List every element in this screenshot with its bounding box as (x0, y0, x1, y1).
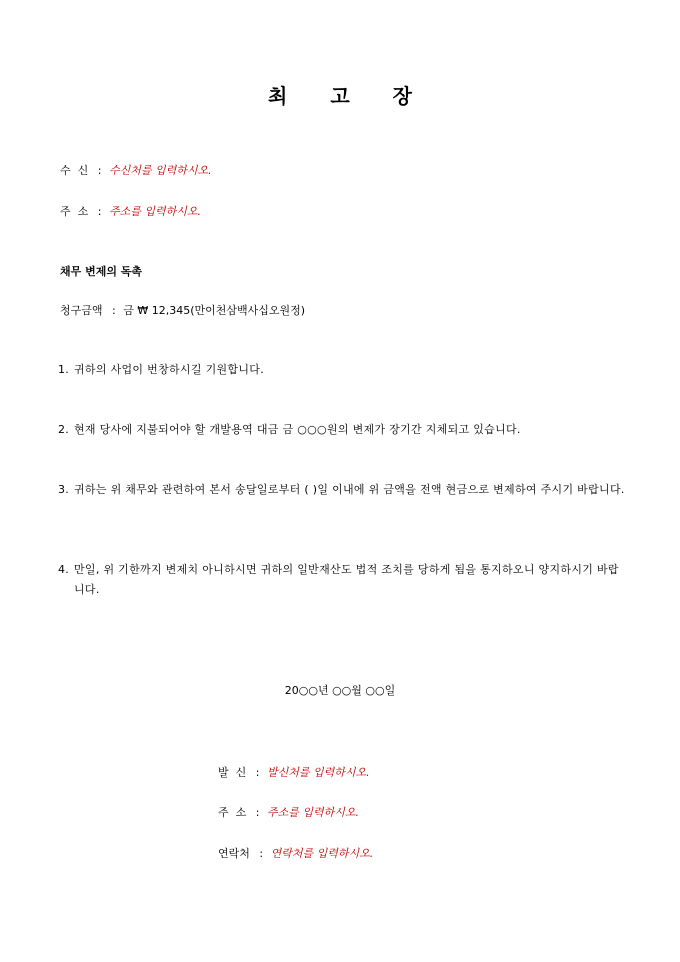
recipient-name-label: 수 신 (60, 164, 89, 177)
recipient-name-row (60, 162, 212, 178)
paragraph-text: 귀하의 사업이 번창하시길 기원합니다. (74, 363, 265, 376)
paragraph-number: 1. (58, 363, 70, 376)
claim-amount-row (60, 302, 305, 318)
sender-contact-value[interactable]: 연락처를 입력하시오. (270, 847, 374, 860)
recipient-name-value[interactable]: 수신처를 입력하시오. (108, 164, 212, 177)
sender-contact-colon: : (259, 847, 264, 860)
paragraph-1 (58, 360, 628, 380)
recipient-address-row (60, 203, 201, 219)
paragraph-text: 귀하는 위 채무와 관련하여 본서 송달일로부터 ( )일 이내에 위 금액을 전액 현금으로 변제하여 주시기 바랍니다. (74, 483, 625, 496)
sender-name-row (218, 764, 370, 780)
sender-address-colon: : (255, 806, 260, 819)
claim-amount-colon: : (112, 304, 116, 317)
section-title: 채무 변제의 독촉 (60, 265, 143, 278)
sender-name-value[interactable]: 발신처를 입력하시오. (266, 766, 370, 779)
paragraph-number: 3. (58, 483, 70, 496)
sender-address-row (218, 804, 359, 820)
document-title: 최 고 장 (268, 84, 430, 108)
recipient-name-colon: : (97, 164, 102, 177)
sender-name-colon: : (255, 766, 260, 779)
paragraph-4 (58, 560, 628, 600)
recipient-address-label: 주 소 (60, 205, 89, 218)
recipient-address-colon: : (97, 205, 102, 218)
paragraph-number: 4. (58, 563, 70, 576)
paragraph-number: 2. (58, 423, 70, 436)
sender-contact-row (218, 845, 373, 861)
sender-address-label: 주 소 (218, 806, 247, 819)
sender-name-label: 발 신 (218, 766, 247, 779)
sender-contact-label: 연락처 (218, 847, 250, 860)
claim-amount-label: 청구금액 (60, 304, 103, 317)
sender-address-value[interactable]: 주소를 입력하시오. (266, 806, 359, 819)
paragraph-3 (58, 480, 628, 500)
claim-amount-value: 금 ₩ 12,345(만이천삼백사십오원정) (123, 304, 306, 317)
recipient-address-value[interactable]: 주소를 입력하시오. (108, 205, 201, 218)
paragraph-2 (58, 420, 628, 440)
document-date: 20○○년 ○○월 ○○일 (284, 684, 396, 697)
paragraph-text: 현재 당사에 지불되어야 할 개발용역 대금 금 ○○○원의 변제가 장기간 지체되고 있습니다. (74, 423, 521, 436)
paragraph-text: 만일, 위 기한까지 변제치 아니하시면 귀하의 일반재산도 법적 조치를 당하게 됨을 통지하오니 양지하시기 바랍니다. (74, 563, 619, 596)
